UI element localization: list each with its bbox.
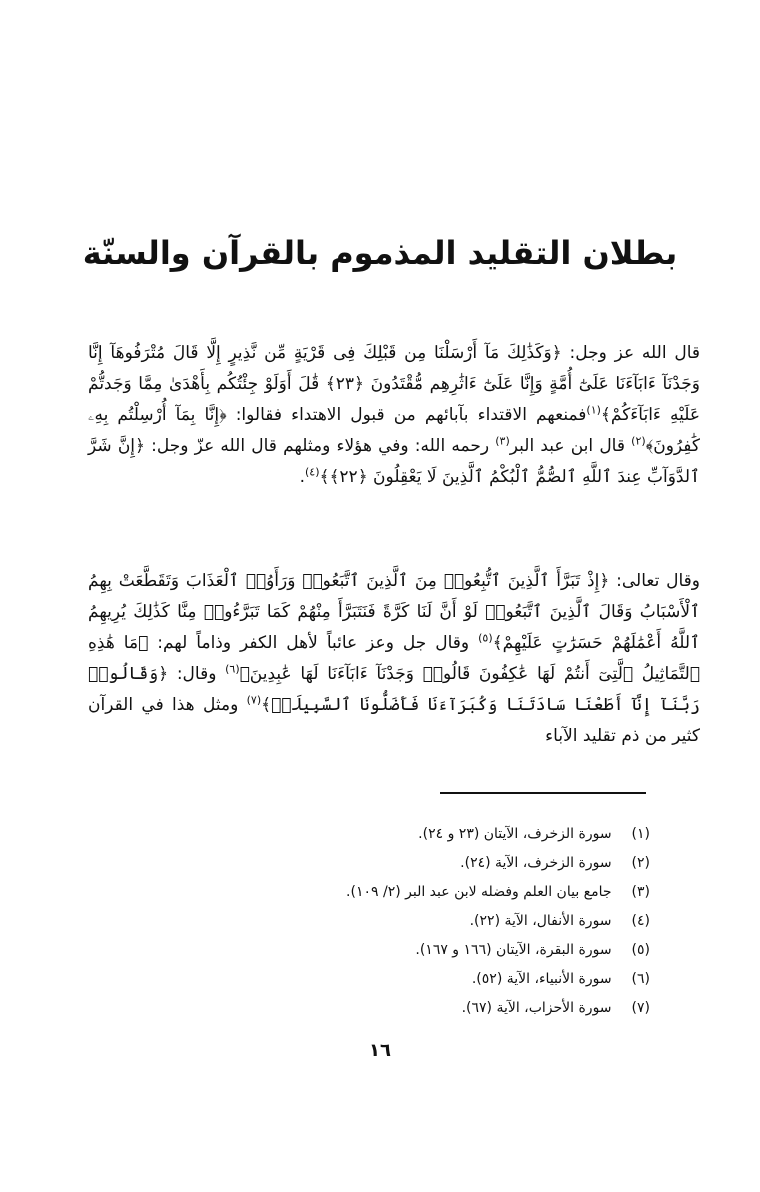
footnote-2 <box>200 849 650 878</box>
p1-note-4: (٤) <box>304 465 320 479</box>
footnote-text: سورة الأنفال، الآية (٢٢). <box>469 913 612 929</box>
footnote-4 <box>200 907 650 936</box>
footnote-text: سورة البقرة، الآيتان (١٦٦ و ١٦٧). <box>415 942 612 958</box>
p2-text-3: وقال: <box>168 664 226 684</box>
p2-note-2: (٦) <box>225 662 240 676</box>
paragraph-2-text <box>88 566 700 752</box>
footnote-number: (٤) <box>631 913 650 929</box>
p2-text-2: وقال جل وعز عائباً لأهل الكفر وذاماً لهم: <box>148 633 479 653</box>
footnote-7 <box>200 994 650 1023</box>
paragraph-1-text <box>88 338 700 493</box>
footnote-6 <box>200 965 650 994</box>
p1-text-3: قال ابن عبد البر <box>509 436 632 456</box>
p1-note-3: (٣) <box>495 434 510 448</box>
footnote-number: (٢) <box>631 855 650 871</box>
footnote-text: سورة الزخرف، الآيتان (٢٣ و ٢٤). <box>418 826 612 842</box>
paragraph-1 <box>88 338 700 493</box>
p1-verse-2: ﴿إِنَّا بِمَآ أُرْسِلْتُم بِهِۦ كَٰفِرُونَ﴾ <box>88 405 700 456</box>
page-number: ١٦ <box>369 1040 391 1061</box>
footnote-number: (٧) <box>631 1000 650 1016</box>
p1-text-4: رحمه الله: وفي هؤلاء ومثلهم قال الله عزّ وجل: <box>144 436 496 456</box>
chapter-title: بطلان التقليد المذموم بالقرآن والسنّة <box>82 234 678 272</box>
p1-verse-3: ﴿إِنَّ شَرَّ ٱلدَّوَآبِّ عِندَ ٱللَّهِ ٱلصُّمُّ ٱلْبُكْمُ ٱلَّذِينَ لَا يَعْقِلُونَ ﴿٢٢﴾﴾ <box>88 436 700 487</box>
p2-verse-1: ﴿إِذْ تَبَرَّأَ ٱلَّذِينَ ٱتُّبِعُوا۟ مِنَ ٱلَّذِينَ ٱتَّبَعُوا۟ وَرَأَوُا۟ ٱلْعَذَابَ وَتَقَطَّعَتْ بِهِمُ ٱلْأَسْبَابُ وَقَالَ ٱلَّذِينَ ٱتَّبَعُوا۟ لَوْ أَنَّ لَنَا كَرَّةً فَنَتَبَرَّأَ مِنْهُمْ كَمَا تَبَرَّءُوا۟ مِنَّا كَذَٰلِكَ يُرِيهِمُ ٱللَّهُ أَعْمَٰلَهُمْ حَسَرَٰتٍ عَلَيْهِمْ﴾ <box>88 571 700 653</box>
p1-note-2: (٢) <box>631 434 646 448</box>
footnote-text: سورة الزخرف، الآية (٢٤). <box>460 855 612 871</box>
footnote-3 <box>200 878 650 907</box>
footnote-number: (٣) <box>631 884 650 900</box>
p2-lead: وقال تعالى: <box>609 571 700 591</box>
p2-note-3: (٧) <box>246 693 262 707</box>
p2-verse-2: ﴿مَا هَٰذِهِ ٱلتَّمَاثِيلُ ٱلَّتِىٓ أَنتُمْ لَهَا عَٰكِفُونَ قَالُوا۟ وَجَدْنَآ ءَابَآءَنَا لَهَا عَٰبِدِينَ﴾ <box>88 633 700 684</box>
footnote-number: (٥) <box>631 942 650 958</box>
paragraph-2 <box>88 566 700 752</box>
p2-text-4: ومثل هذا في القرآن كثير من ذم تقليد الآباء <box>88 695 700 746</box>
footnotes-list <box>200 820 650 1023</box>
p2-verse-3: ﴿وَقَالُوا۟ رَبَّنَآ إِنَّآ أَطَعْنَا سَادَتَنَا وَكُبَرَآءَنَا فَأَضَلُّونَا ٱلسَّبِيلَا۠﴾ <box>88 664 700 715</box>
p1-end: . <box>299 467 305 487</box>
footnote-divider <box>440 792 646 794</box>
footnote-1 <box>200 820 650 849</box>
footnote-5 <box>200 936 650 965</box>
p1-text-2: فمنعهم الاقتداء بآبائهم من قبول الاهتداء فقالوا: <box>226 405 587 425</box>
p1-note-1: (١) <box>586 403 601 417</box>
p1-lead: قال الله عز وجل: <box>561 343 700 363</box>
footnote-number: (٦) <box>631 971 650 987</box>
footnote-text: سورة الأحزاب، الآية (٦٧). <box>461 1000 612 1016</box>
footnote-number: (١) <box>631 826 650 842</box>
footnote-text: سورة الأنبياء، الآية (٥٢). <box>471 971 612 987</box>
p1-verse-1: ﴿وَكَذَٰلِكَ مَآ أَرْسَلْنَا مِن قَبْلِكَ فِى قَرْيَةٍ مِّن نَّذِيرٍ إِلَّا قَالَ مُتْرَفُوهَآ إِنَّا وَجَدْنَآ ءَابَآءَنَا عَلَىٰٓ أُمَّةٍ وَإِنَّا عَلَىٰٓ ءَاثَٰرِهِم مُّقْتَدُونَ ﴿٢٣﴾ قَٰلَ أَوَلَوْ جِئْتُكُم بِأَهْدَىٰ مِمَّا وَجَدتُّمْ عَلَيْهِ ءَابَآءَكُمْ﴾ <box>88 343 701 425</box>
p2-note-1: (٥) <box>478 631 493 645</box>
footnote-text: جامع بيان العلم وفضله لابن عبد البر (٢/ ١٠٩). <box>346 884 612 900</box>
